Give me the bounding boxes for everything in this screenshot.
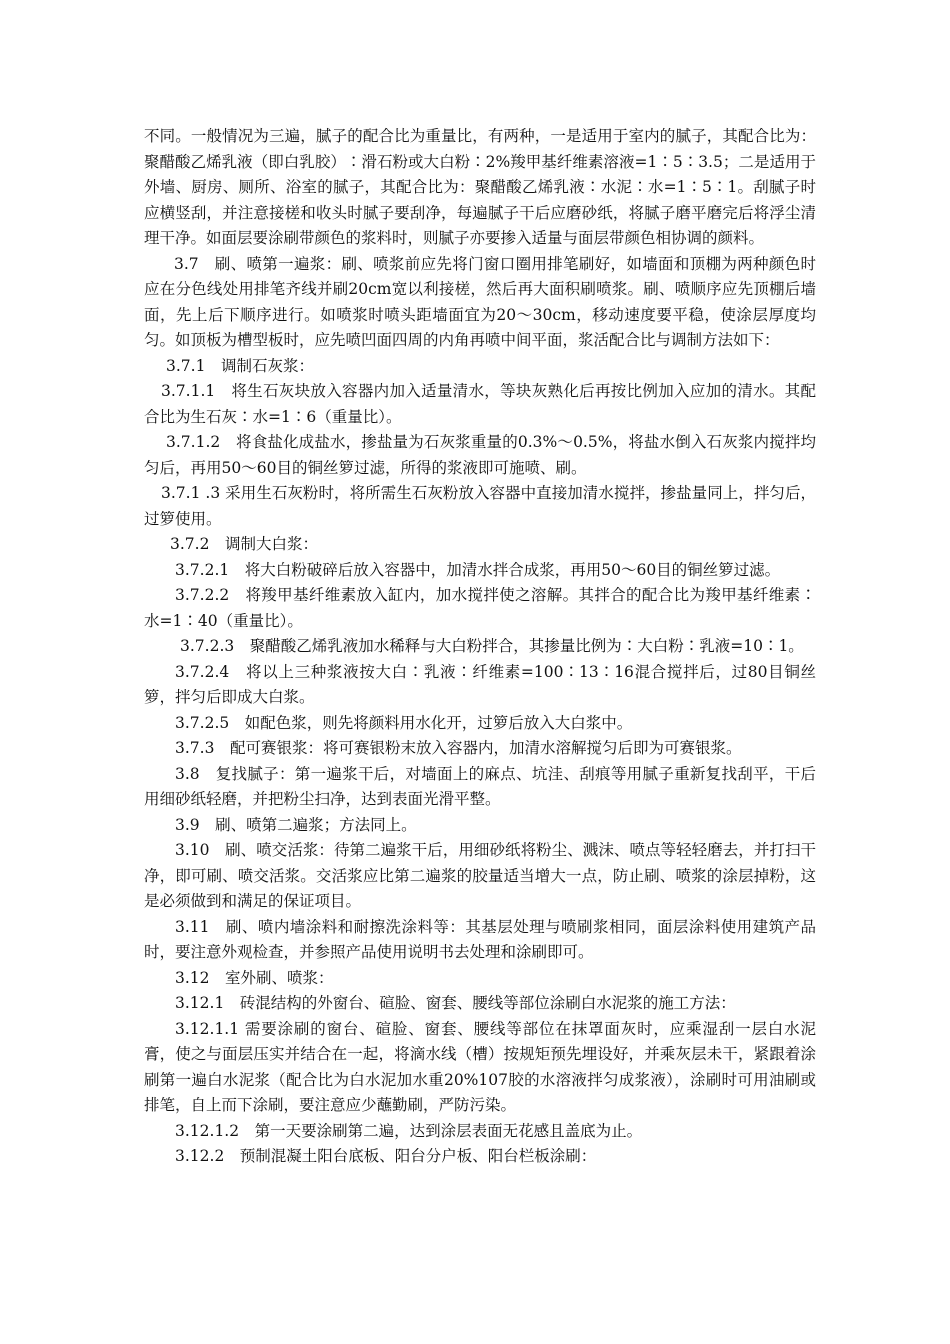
paragraph-3-7-1-2: 3.7.1.2 将食盐化成盐水，掺盐量为石灰浆重量的0.3%～0.5%，将盐水倒入石灰浆内搅拌均匀后，再用50～60目的铜丝箩过滤，所得的浆液即可施喷、刷。: [144, 433, 816, 477]
paragraph-3-12: 3.12 室外刷、喷浆：: [175, 968, 334, 987]
paragraph-3-8: 3.8 复找腻子：第一遍浆干后，对墙面上的麻点、坑洼、刮痕等用腻子重新复找刮平，干后用细砂纸轻磨，并把粉尘扫净，达到表面光滑平整。: [144, 764, 816, 808]
paragraph-3-7-1-1: 3.7.1.1 将生石灰块放入容器内加入适量清水，等块灰熟化后再按比例加入应加的清水。其配合比为生石灰∶水=1∶6（重量比）。: [144, 382, 816, 426]
paragraph-3-10: 3.10 刷、喷交活浆：待第二遍浆干后，用细砂纸将粉尘、溅沫、喷点等轻轻磨去，并打扫干净，即可刷、喷交活浆。交活浆应比第二遍浆的胶量适当增大一点，防止刷、喷浆的涂层掉粉，这是必须做到和满足的保证项目。: [144, 841, 816, 910]
paragraph-3-11: 3.11 刷、喷内墙涂料和耐擦洗涂料等：其基层处理与喷刷浆相同，面层涂料使用建筑产品时，要注意外观检查，并参照产品使用说明书去处理和涂刷即可。: [144, 917, 816, 961]
document-body: [144, 124, 816, 1170]
paragraph-3-12-1-1: 3.12.1.1 需要涂刷的窗台、碹脸、窗套、腰线等部位在抹罩面灰时，应乘湿刮一层白水泥膏，使之与面层压实并结合在一起，将滴水线（槽）按规矩预先埋设好，并乘灰层未干，紧跟着涂刷第一遍白水泥浆（配合比为白水泥加水重20%107胶的水溶液拌匀成浆液），涂刷时可用油刷或排笔，自上而下涂刷，要注意应少蘸勤刷，严防污染。: [144, 1019, 816, 1114]
paragraph-3-7-2-5: 3.7.2.5 如配色浆，则先将颜料用水化开，过箩后放入大白浆中。: [175, 713, 633, 732]
paragraph-putty-mix: 不同。一般情况为三遍，腻子的配合比为重量比，有两种，一是适用于室内的腻子，其配合比为：聚醋酸乙烯乳液（即白乳胶）∶滑石粉或大白粉∶2%羧甲基纤维素溶液=1∶5∶3.5；二是适用于外墙、厨房、厕所、浴室的腻子，其配合比为：聚醋酸乙烯乳液∶水泥∶水=1∶5∶1。刮腻子时应横竖刮，并注意接槎和收头时腻子要刮净，每遍腻子干后应磨砂纸，将腻子磨平磨完后将浮尘清理干净。如面层要涂刷带颜色的浆料时，则腻子亦要掺入适量与面层带颜色相协调的颜料。: [144, 127, 816, 247]
paragraph-3-7-1: 3.7.1 调制石灰浆：: [166, 356, 314, 375]
paragraph-3-7-2: 3.7.2 调制大白浆：: [170, 535, 318, 553]
paragraph-3-7-1-3: 3.7.1 .3 采用生石灰粉时，将所需生石灰粉放入容器中直接加清水搅拌，掺盐量同上，拌匀后，过箩使用。: [144, 484, 816, 528]
paragraph-3-12-1: 3.12.1 砖混结构的外窗台、碹脸、窗套、腰线等部位涂刷白水泥浆的施工方法：: [175, 994, 736, 1012]
paragraph-3-7-2-2: 3.7.2.2 将羧甲基纤维素放入缸内，加水搅拌使之溶解。其拌合的配合比为羧甲基纤维素∶水=1∶40（重量比）。: [144, 586, 816, 630]
paragraph-3-7-2-3: 3.7.2.3 聚醋酸乙烯乳液加水稀释与大白粉拌合，其掺量比例为∶大白粉∶乳液=10∶1。: [180, 637, 804, 655]
paragraph-3-7-2-1: 3.7.2.1 将大白粉破碎后放入容器中，加清水拌合成浆，再用50～60目的铜丝箩过滤。: [175, 560, 781, 579]
paragraph-3-12-2: 3.12.2 预制混凝土阳台底板、阳台分户板、阳台栏板涂刷：: [175, 1147, 597, 1165]
paragraph-3-7-2-4: 3.7.2.4 将以上三种浆液按大白∶乳液∶纤维素=100∶13∶16混合搅拌后，过80目铜丝箩，拌匀后即成大白浆。: [144, 662, 816, 706]
paragraph-3-7-3: 3.7.3 配可赛银浆：将可赛银粉末放入容器内，加清水溶解搅匀后即为可赛银浆。: [175, 739, 742, 757]
paragraph-3-9: 3.9 刷、喷第二遍浆；方法同上。: [175, 815, 417, 834]
paragraph-3-7: 3.7 刷、喷第一遍浆：刷、喷浆前应先将门窗口圈用排笔刷好，如墙面和顶棚为两种颜色时应在分色线处用排笔齐线并刷20cm宽以利接槎，然后再大面积刷喷浆。刷、喷顺序应先顶棚后墙面，先上后下顺序进行。如喷浆时喷头距墙面宜为20～30cm，移动速度要平稳，使涂层厚度均匀。如顶板为槽型板时，应先喷凹面四周的内角再喷中间平面，浆活配合比与调制方法如下：: [144, 254, 816, 349]
paragraph-3-12-1-2: 3.12.1.2 第一天要涂刷第二遍，达到涂层表面无花感且盖底为止。: [175, 1121, 643, 1140]
